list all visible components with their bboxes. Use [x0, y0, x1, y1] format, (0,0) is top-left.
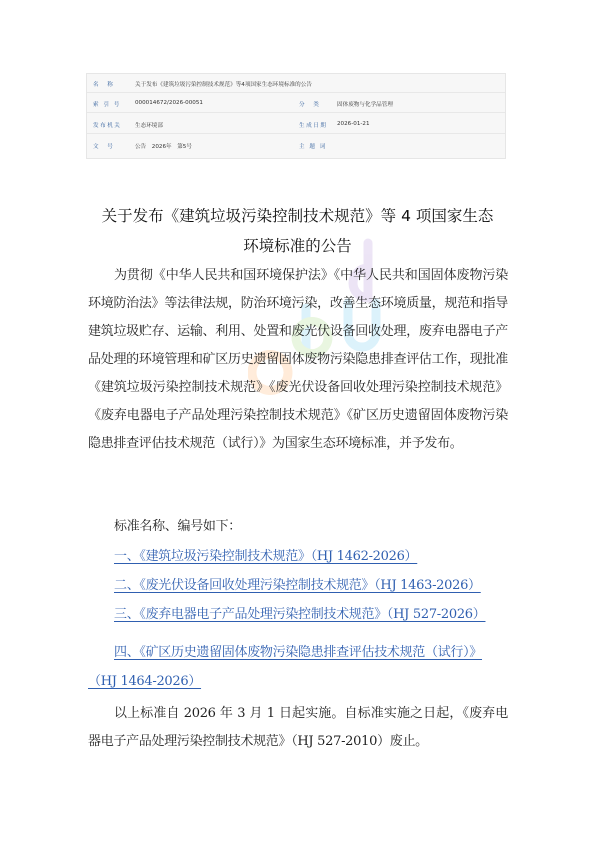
standard-link[interactable]: 四、《矿区历史遗留固体废物污染隐患排查评估技术规范（试行）》 [114, 645, 483, 660]
intro-paragraph [88, 262, 508, 458]
standard-link[interactable]: 一、《建筑垃圾污染控制技术规范》（HJ 1462-2026） [114, 549, 418, 564]
metadata-value: 公告 2026年 第5号 [135, 144, 192, 150]
closing-paragraph [88, 700, 508, 756]
document-metadata-table [86, 73, 506, 159]
closing-text: 以上标准自 2026 年 3 月 1 日起实施。自标准实施之日起，《废弃电器电子产品处理污染控制技术规范》（HJ 527-2010）废止。 [88, 706, 508, 749]
standard-item [114, 545, 417, 564]
intro-text: 为贯彻《中华人民共和国环境保护法》《中华人民共和国固体废物污染环境防治法》等法律法规，防治环境污染，改善生态环境质量，规范和指导建筑垃圾贮存、运输、利用、处置和废光伏设备回收处理，废弃电器电子产品处理的环境管理和矿区历史遗留固体废物污染隐患排查评估工作，现批准《建筑垃圾污染控制技术规范》《废光伏设备回收处理污染控制技术规范》《废弃电器电子产品处理污染控制技术规范》《矿区历史遗留固体废物污染隐患排查评估技术规范（试行）》为国家生态环境标准，并予发布。 [88, 268, 508, 451]
metadata-label: 分 类 [299, 102, 321, 108]
metadata-label: 生成日期 [299, 123, 328, 129]
page-title: 关于发布《建筑垃圾污染控制技术规范》等 4 项国家生态 [101, 207, 494, 225]
page-title-continued: 环境标准的公告 [243, 237, 352, 255]
metadata-label: 名 称 [93, 82, 115, 88]
metadata-row-issuer [87, 115, 505, 134]
list-heading: 标准名称、编号如下： [114, 519, 242, 534]
standard-item [114, 574, 481, 593]
metadata-label: 索 引 号 [93, 102, 121, 108]
metadata-row-index [87, 94, 505, 113]
metadata-label: 文 号 [93, 144, 115, 150]
metadata-value: 000014672/2026-00051 [135, 100, 203, 106]
metadata-row-docno [87, 136, 505, 154]
metadata-value: 生态环境部 [135, 123, 163, 129]
metadata-label: 主 题 词 [299, 144, 327, 150]
standard-link[interactable]: 三、《废弃电器电子产品处理污染控制技术规范》（HJ 527-2026） [114, 607, 486, 622]
standard-link[interactable]: 二、《废光伏设备回收处理污染控制技术规范》（HJ 1463-2026） [114, 578, 481, 593]
metadata-row-title [87, 74, 505, 93]
metadata-value: 2026-01-21 [337, 121, 370, 127]
metadata-value: 关于发布《建筑垃圾污染控制技术规范》等4项国家生态环境标准的公告 [135, 82, 312, 88]
standard-item-continued [88, 670, 201, 689]
standard-item [114, 603, 485, 622]
standard-item [114, 641, 482, 660]
metadata-label: 发布机关 [93, 123, 122, 129]
metadata-value: 固体废物与化学品管理 [337, 102, 393, 108]
standard-link[interactable]: （HJ 1464-2026） [88, 674, 202, 689]
